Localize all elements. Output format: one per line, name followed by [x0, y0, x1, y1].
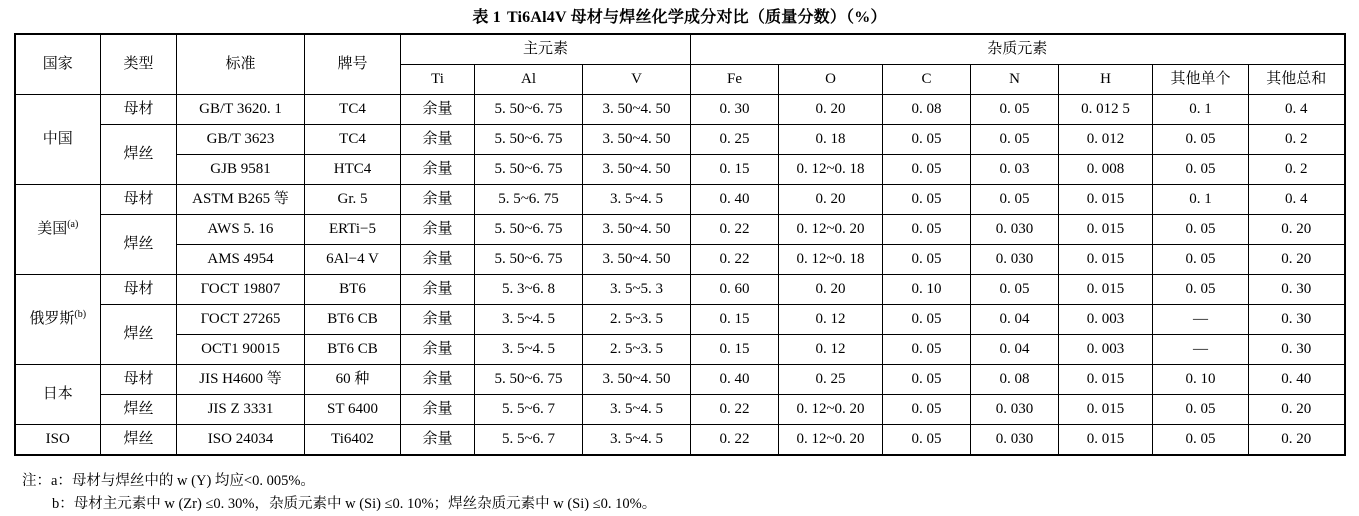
cell-al: 5. 50~6. 75	[475, 155, 583, 185]
cell-fe: 0. 25	[691, 125, 779, 155]
cell-al: 5. 3~6. 8	[475, 275, 583, 305]
cell-ti: 余量	[401, 395, 475, 425]
cell-type: 母材	[101, 185, 177, 215]
table-row	[15, 155, 1345, 185]
table-row	[15, 275, 1345, 305]
notes-prefix: 注：	[22, 473, 51, 489]
cell-n: 0. 05	[971, 125, 1059, 155]
cell-other-single: 0. 05	[1153, 425, 1249, 456]
header-fe: Fe	[691, 65, 779, 95]
cell-other-single: 0. 05	[1153, 275, 1249, 305]
cell-c: 0. 05	[883, 185, 971, 215]
cell-h: 0. 015	[1059, 245, 1153, 275]
cell-standard: ASTM B265 等	[177, 185, 305, 215]
cell-other-total: 0. 20	[1249, 245, 1345, 275]
cell-other-total: 0. 30	[1249, 305, 1345, 335]
cell-al: 3. 5~4. 5	[475, 335, 583, 365]
cell-type: 焊丝	[101, 215, 177, 275]
cell-other-total: 0. 2	[1249, 155, 1345, 185]
cell-other-total: 0. 30	[1249, 335, 1345, 365]
cell-other-single: 0. 1	[1153, 95, 1249, 125]
cell-c: 0. 05	[883, 215, 971, 245]
table-row	[15, 185, 1345, 215]
cell-fe: 0. 15	[691, 155, 779, 185]
cell-v: 2. 5~3. 5	[583, 305, 691, 335]
table-row	[15, 335, 1345, 365]
cell-o: 0. 12~0. 20	[779, 395, 883, 425]
cell-o: 0. 20	[779, 275, 883, 305]
cell-other-single: 0. 05	[1153, 245, 1249, 275]
cell-country: 中国	[15, 95, 101, 185]
cell-h: 0. 012	[1059, 125, 1153, 155]
cell-other-single: 0. 05	[1153, 155, 1249, 185]
header-standard: 标准	[177, 34, 305, 95]
table-row	[15, 245, 1345, 275]
cell-al: 5. 50~6. 75	[475, 245, 583, 275]
cell-standard: OCT1 90015	[177, 335, 305, 365]
cell-c: 0. 05	[883, 395, 971, 425]
cell-v: 3. 50~4. 50	[583, 95, 691, 125]
cell-brand: TC4	[305, 125, 401, 155]
cell-brand: HTC4	[305, 155, 401, 185]
cell-al: 3. 5~4. 5	[475, 305, 583, 335]
cell-h: 0. 003	[1059, 335, 1153, 365]
header-ti: Ti	[401, 65, 475, 95]
cell-other-total: 0. 4	[1249, 95, 1345, 125]
cell-other-single: 0. 05	[1153, 125, 1249, 155]
note-a-text: 母材与焊丝中的 w (Y) 均应<0. 005%。	[71, 473, 315, 489]
cell-brand: BT6 CB	[305, 305, 401, 335]
header-country: 国家	[15, 34, 101, 95]
cell-type: 焊丝	[101, 395, 177, 425]
cell-h: 0. 015	[1059, 215, 1153, 245]
table-row	[15, 305, 1345, 335]
table-row	[15, 125, 1345, 155]
cell-standard: AWS 5. 16	[177, 215, 305, 245]
table-row	[15, 425, 1345, 456]
table-number: 表 1	[472, 9, 501, 26]
cell-h: 0. 015	[1059, 365, 1153, 395]
composition-comparison-table	[14, 33, 1346, 456]
cell-n: 0. 04	[971, 305, 1059, 335]
cell-other-total: 0. 4	[1249, 185, 1345, 215]
cell-c: 0. 05	[883, 305, 971, 335]
cell-standard: GJB 9581	[177, 155, 305, 185]
cell-al: 5. 50~6. 75	[475, 95, 583, 125]
cell-standard: ГОСТ 19807	[177, 275, 305, 305]
cell-other-single: —	[1153, 335, 1249, 365]
cell-c: 0. 05	[883, 245, 971, 275]
cell-n: 0. 05	[971, 275, 1059, 305]
cell-fe: 0. 22	[691, 245, 779, 275]
cell-standard: ISO 24034	[177, 425, 305, 456]
header-h: H	[1059, 65, 1153, 95]
table-row	[15, 365, 1345, 395]
header-o: O	[779, 65, 883, 95]
table-body	[15, 95, 1345, 456]
table-title: Ti6Al4V 母材与焊丝化学成分对比（质量分数）（%）	[506, 9, 887, 26]
cell-standard: AMS 4954	[177, 245, 305, 275]
cell-al: 5. 50~6. 75	[475, 125, 583, 155]
cell-country: 俄罗斯$^{(b)}$	[15, 275, 101, 365]
cell-n: 0. 05	[971, 95, 1059, 125]
cell-o: 0. 12	[779, 335, 883, 365]
cell-ti: 余量	[401, 95, 475, 125]
table-row	[15, 215, 1345, 245]
cell-ti: 余量	[401, 365, 475, 395]
cell-c: 0. 05	[883, 155, 971, 185]
cell-c: 0. 05	[883, 335, 971, 365]
cell-other-total: 0. 20	[1249, 215, 1345, 245]
cell-other-total: 0. 20	[1249, 395, 1345, 425]
header-row-group	[15, 34, 1345, 65]
cell-other-single: 0. 05	[1153, 395, 1249, 425]
cell-standard: JIS Z 3331	[177, 395, 305, 425]
cell-h: 0. 008	[1059, 155, 1153, 185]
cell-standard: ГОСТ 27265	[177, 305, 305, 335]
cell-n: 0. 030	[971, 215, 1059, 245]
table-row	[15, 395, 1345, 425]
cell-n: 0. 030	[971, 245, 1059, 275]
cell-al: 5. 5~6. 75	[475, 185, 583, 215]
cell-type: 母材	[101, 365, 177, 395]
header-brand: 牌号	[305, 34, 401, 95]
header-al: Al	[475, 65, 583, 95]
cell-brand: 60 种	[305, 365, 401, 395]
cell-h: 0. 003	[1059, 305, 1153, 335]
cell-ti: 余量	[401, 215, 475, 245]
cell-country: 美国$^{(a)}$	[15, 185, 101, 275]
cell-o: 0. 18	[779, 125, 883, 155]
cell-n: 0. 030	[971, 425, 1059, 456]
cell-o: 0. 20	[779, 95, 883, 125]
cell-ti: 余量	[401, 185, 475, 215]
cell-fe: 0. 40	[691, 365, 779, 395]
note-b	[22, 493, 1359, 516]
cell-ti: 余量	[401, 305, 475, 335]
cell-fe: 0. 15	[691, 305, 779, 335]
cell-v: 3. 5~4. 5	[583, 425, 691, 456]
cell-other-total: 0. 2	[1249, 125, 1345, 155]
cell-type: 焊丝	[101, 425, 177, 456]
cell-type: 焊丝	[101, 125, 177, 185]
cell-other-total: 0. 20	[1249, 425, 1345, 456]
table-caption	[0, 0, 1359, 33]
cell-brand: BT6	[305, 275, 401, 305]
cell-o: 0. 20	[779, 185, 883, 215]
header-other-total: 其他总和	[1249, 65, 1345, 95]
cell-al: 5. 50~6. 75	[475, 215, 583, 245]
cell-country: 日本	[15, 365, 101, 425]
cell-country: ISO	[15, 425, 101, 456]
cell-al: 5. 5~6. 7	[475, 425, 583, 456]
cell-brand: 6Al−4 V	[305, 245, 401, 275]
cell-ti: 余量	[401, 335, 475, 365]
cell-type: 焊丝	[101, 305, 177, 365]
cell-standard: GB/T 3623	[177, 125, 305, 155]
cell-ti: 余量	[401, 425, 475, 456]
cell-ti: 余量	[401, 155, 475, 185]
cell-o: 0. 12	[779, 305, 883, 335]
cell-fe: 0. 22	[691, 425, 779, 456]
table-header	[15, 34, 1345, 95]
header-type: 类型	[101, 34, 177, 95]
cell-fe: 0. 22	[691, 395, 779, 425]
cell-v: 3. 50~4. 50	[583, 155, 691, 185]
cell-o: 0. 12~0. 18	[779, 245, 883, 275]
note-b-label: b：	[52, 496, 74, 513]
cell-type: 母材	[101, 95, 177, 125]
cell-other-total: 0. 40	[1249, 365, 1345, 395]
cell-other-single: —	[1153, 305, 1249, 335]
cell-n: 0. 05	[971, 185, 1059, 215]
cell-fe: 0. 60	[691, 275, 779, 305]
cell-fe: 0. 40	[691, 185, 779, 215]
cell-standard: JIS H4600 等	[177, 365, 305, 395]
cell-c: 0. 08	[883, 95, 971, 125]
cell-other-single: 0. 1	[1153, 185, 1249, 215]
cell-v: 3. 50~4. 50	[583, 215, 691, 245]
cell-o: 0. 12~0. 20	[779, 215, 883, 245]
note-a-label: a：	[51, 473, 72, 489]
cell-brand: Gr. 5	[305, 185, 401, 215]
cell-brand: TC4	[305, 95, 401, 125]
cell-n: 0. 030	[971, 395, 1059, 425]
cell-brand: ERTi−5	[305, 215, 401, 245]
cell-brand: Ti6402	[305, 425, 401, 456]
cell-other-single: 0. 10	[1153, 365, 1249, 395]
cell-v: 2. 5~3. 5	[583, 335, 691, 365]
cell-v: 3. 5~4. 5	[583, 185, 691, 215]
cell-v: 3. 50~4. 50	[583, 245, 691, 275]
cell-ti: 余量	[401, 125, 475, 155]
header-impurity-elements: 杂质元素	[691, 34, 1345, 65]
note-b-text: 母材主元素中 w (Zr) ≤0. 30%，杂质元素中 w (Si) ≤0. 10%；焊丝杂质元素中 w (Si) ≤0. 10%。	[73, 496, 657, 513]
cell-fe: 0. 22	[691, 215, 779, 245]
cell-type: 母材	[101, 275, 177, 305]
cell-other-single: 0. 05	[1153, 215, 1249, 245]
country-footnote-marker: (a)	[67, 218, 79, 230]
cell-h: 0. 012 5	[1059, 95, 1153, 125]
cell-h: 0. 015	[1059, 185, 1153, 215]
cell-al: 5. 5~6. 7	[475, 395, 583, 425]
cell-h: 0. 015	[1059, 425, 1153, 456]
table-row	[15, 95, 1345, 125]
country-footnote-marker: (b)	[74, 308, 87, 320]
header-c: C	[883, 65, 971, 95]
cell-standard: GB/T 3620. 1	[177, 95, 305, 125]
cell-n: 0. 04	[971, 335, 1059, 365]
cell-fe: 0. 15	[691, 335, 779, 365]
header-main-elements: 主元素	[401, 34, 691, 65]
note-a	[22, 470, 1359, 493]
header-n: N	[971, 65, 1059, 95]
table-notes	[22, 470, 1359, 516]
cell-v: 3. 50~4. 50	[583, 365, 691, 395]
cell-c: 0. 05	[883, 425, 971, 456]
cell-ti: 余量	[401, 275, 475, 305]
cell-o: 0. 12~0. 18	[779, 155, 883, 185]
cell-c: 0. 05	[883, 365, 971, 395]
header-v: V	[583, 65, 691, 95]
cell-fe: 0. 30	[691, 95, 779, 125]
cell-v: 3. 5~5. 3	[583, 275, 691, 305]
cell-v: 3. 5~4. 5	[583, 395, 691, 425]
cell-other-total: 0. 30	[1249, 275, 1345, 305]
cell-brand: BT6 CB	[305, 335, 401, 365]
cell-h: 0. 015	[1059, 395, 1153, 425]
cell-v: 3. 50~4. 50	[583, 125, 691, 155]
cell-c: 0. 10	[883, 275, 971, 305]
cell-o: 0. 25	[779, 365, 883, 395]
cell-n: 0. 03	[971, 155, 1059, 185]
cell-c: 0. 05	[883, 125, 971, 155]
cell-n: 0. 08	[971, 365, 1059, 395]
header-other-single: 其他单个	[1153, 65, 1249, 95]
cell-ti: 余量	[401, 245, 475, 275]
cell-h: 0. 015	[1059, 275, 1153, 305]
cell-al: 5. 50~6. 75	[475, 365, 583, 395]
cell-brand: ST 6400	[305, 395, 401, 425]
cell-o: 0. 12~0. 20	[779, 425, 883, 456]
